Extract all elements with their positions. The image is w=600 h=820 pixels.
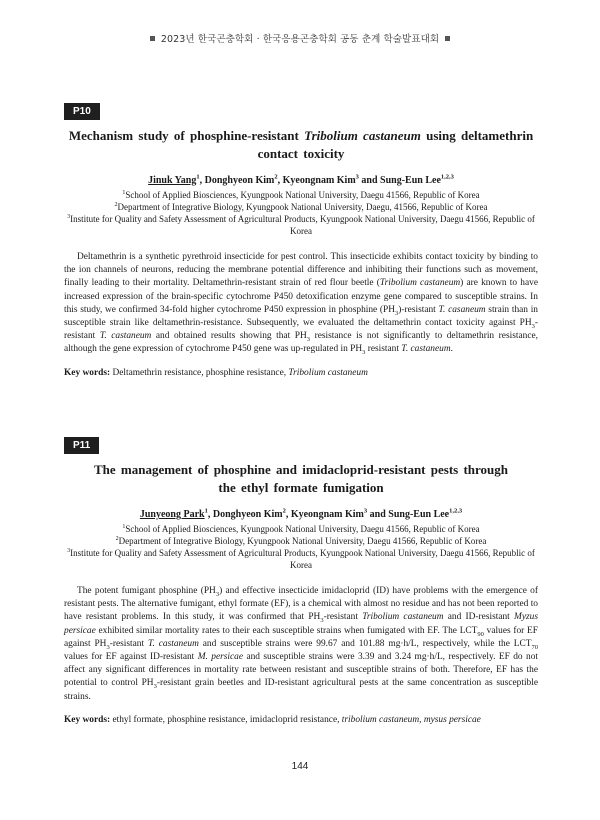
affiliation: $^2$Department of Integrative Biology, Kyungpook National University, Daegu, 41566, Republic of Korea — [114, 202, 488, 212]
presenting-author: Junyeong Park — [139, 509, 205, 520]
affiliation: $^2$Department of Integrative Biology, Kyungpook National University, Daegu 41566, Republic of Korea — [115, 536, 487, 546]
affiliation-list — [64, 189, 538, 237]
abstract-p11 — [64, 435, 538, 727]
author-list: Junyeong Park$^1$, Donghyeon Kim$^2$, Kyeongnam Kim$^3$ and Sung-Eun Lee$^{1,2,3}$ — [139, 507, 463, 520]
abstract-body: Deltamethrin is a synthetic pyrethroid insecticide for pest control. This insecticide exhibits contact toxicity by binding to the ion channels of neurons, reducing the membrane potential difference and inhibiting their functions such as movement, finally leading to their mortality. Deltamethrin-resistant strain of red flour beetle (Tribolium castaneum) are known to have increased expression of the brain-specific cytochrome P450 detoxification enzyme gene compared to susceptible strains. In this study, we confirmed 34-fold higher cytochrome P450 expression in phosphine $(PH_3)$-resistant T. casaneum strain than in susceptible strain like deltamethrin-resistance. Subsequently, we evaluated the deltamethrin contact toxicity against $PH_3$-resistant T. castaneum and obtained results showing that $PH_3$ resistance is not significantly to deltamethrin resistance, although the gene expression of cytochrome P450 gene was up-regulated in $PH_3$ resistant T. castaneum. — [64, 252, 538, 357]
keywords: Key words: ethyl formate, phosphine resistance, imidacloprid resistance, tribolium castaneum, mysus persicae — [64, 714, 481, 725]
square-bullet-icon — [445, 36, 450, 41]
page-number: 144 — [291, 761, 309, 772]
header-text: 2023년 한국곤충학회 · 한국응용곤충학회 공동 춘계 학술발표대회 — [160, 34, 440, 45]
author-list: Jinuk Yang$^1$, Donghyeon Kim$^2$, Kyeongnam Kim$^3$ and Sung-Eun Lee$^{1,2,3}$ — [148, 173, 454, 186]
paper-title: Mechanism study of phosphine-resistant Tribolium castaneum using deltamethrin contact toxicity — [68, 128, 534, 161]
paper-title: The management of phosphine and imidacloprid-resistant pests through the ethyl formate fumigation — [93, 462, 509, 495]
poster-tag: P10 — [64, 103, 100, 120]
affiliation-list — [64, 523, 538, 571]
affiliation: $^3$Institute for Quality and Safety Assessment of Agricultural Products, Kyungpook National University, Daegu 41566, Republic of Korea — [67, 548, 535, 570]
presenting-author: Jinuk Yang — [148, 175, 197, 186]
poster-tag: P11 — [64, 437, 99, 454]
square-bullet-icon — [150, 36, 155, 41]
abstract-p10 — [64, 101, 538, 380]
running-header — [0, 31, 600, 45]
affiliation: $^1$School of Applied Biosciences, Kyungpook National University, Daegu 41566, Republic of Korea — [122, 190, 480, 200]
affiliation: $^1$School of Applied Biosciences, Kyungpook National University, Daegu 41566, Republic of Korea — [122, 524, 480, 534]
keywords: Key words: Deltamethrin resistance, phosphine resistance, Tribolium castaneum — [64, 367, 368, 378]
abstract-body: The potent fumigant phosphine $(PH_3)$ and effective insecticide imidacloprid (ID) have problems with the emergence of resistant pests. The alternative fumigant, ethyl formate (EF), is a chemical with almost no residue and has not been reported to have resistant problems. In this study, it was confirmed that $PH_3$-resistant Tribolium castaneum and ID-resistant Myzus persicae exhibited similar mortality rates to their each susceptible strains when fumigated with EF. The $LCT_{90}$ values for EF against $PH_3$-resistant T. castaneum and susceptible strains were 99.67 and 101.88 mg·h/L, respectively, while the $LCT_{70}$ values for EF against ID-resistant M. persicae and susceptible strains were 3.39 and 3.24 mg·h/L, respectively. EF do not affect any significant differences in mortality rate between resistant and susceptible strains of both. Therefore, EF has the potential to control $PH_3$-resistant grain beetles and ID-resistant agricultural pests at the same concentration as susceptible strains. — [64, 586, 539, 702]
affiliation: $^3$Institute for Quality and Safety Assessment of Agricultural Products, Kyungpook National University, Daegu 41566, Republic of Korea — [67, 214, 535, 236]
